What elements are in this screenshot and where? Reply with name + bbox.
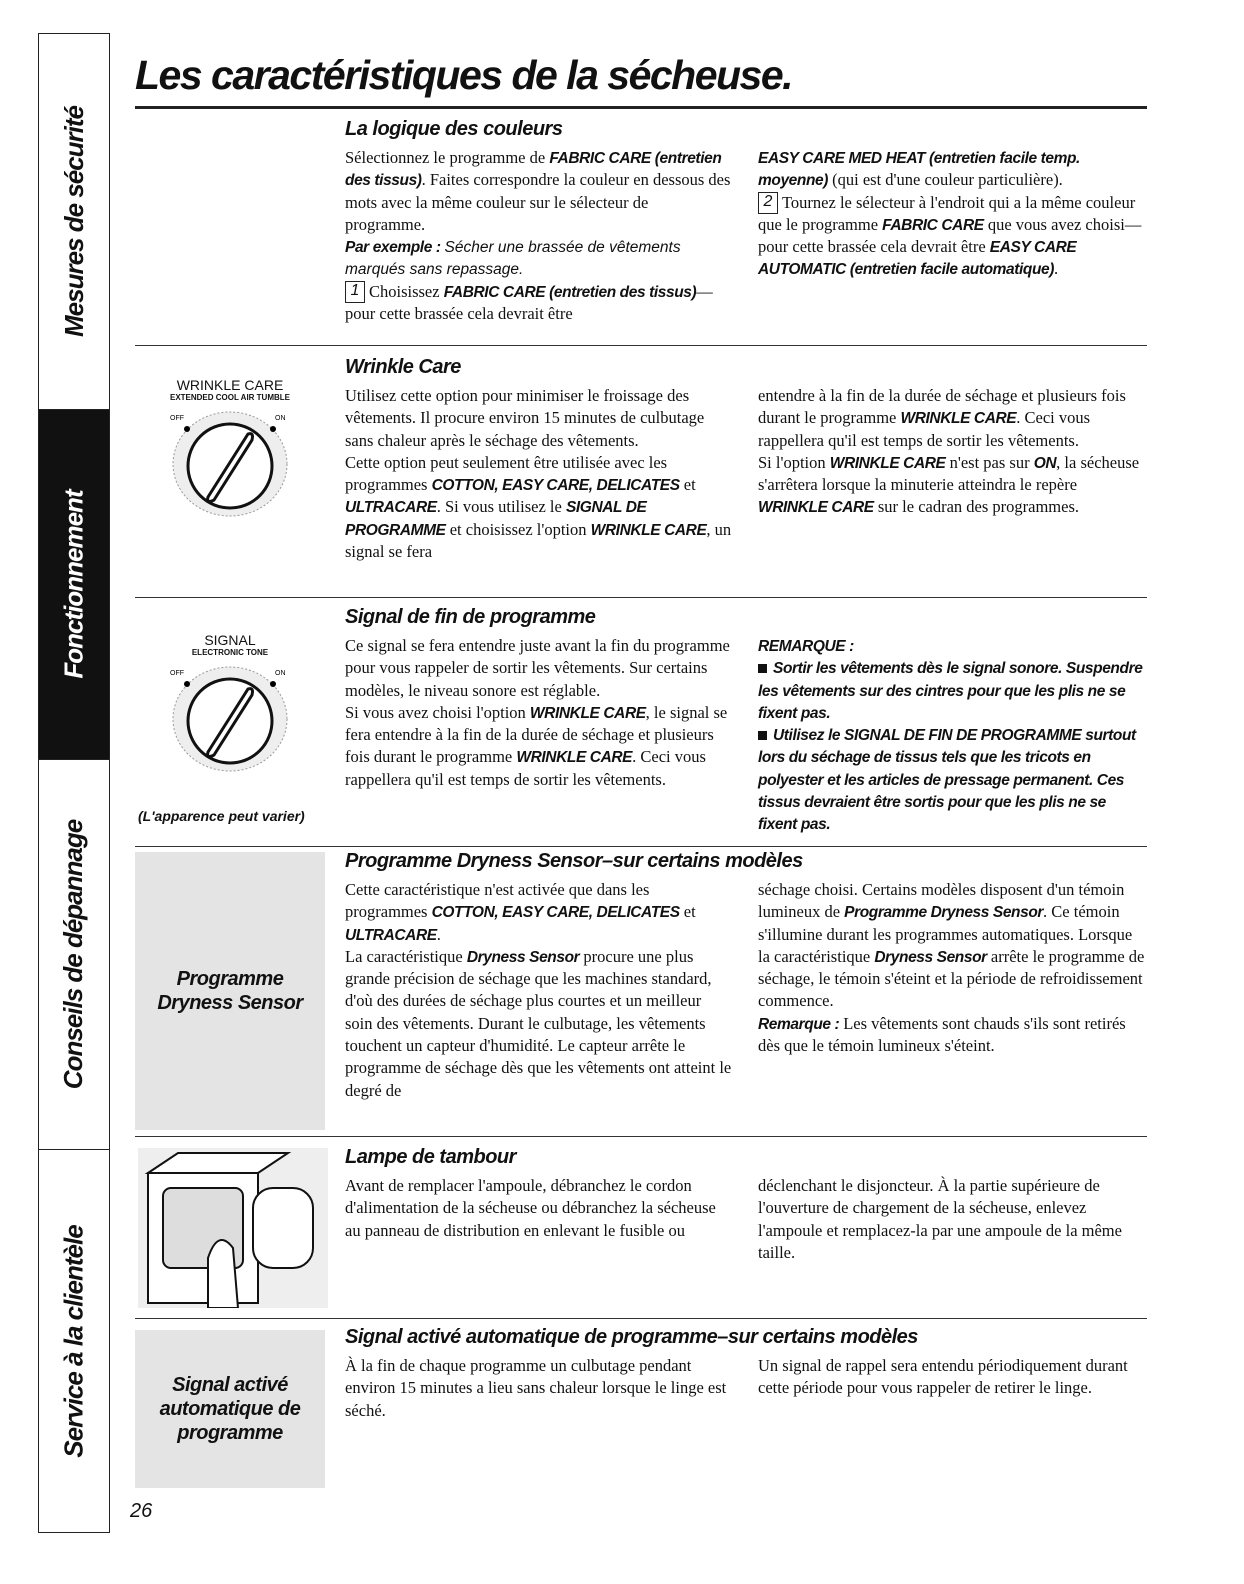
paragraph xyxy=(345,385,732,452)
text-column xyxy=(758,879,1145,1102)
body-text: Ce signal se fera entendre juste avant la fin du programme pour vous rappeler de sortir les vêtements. Sur certains modèles, le niveau sonore est réglable. xyxy=(345,636,730,700)
body-text: À la fin de chaque programme un culbutage pendant environ 15 minutes a lieu sans chaleur lorsque le linge est séché. xyxy=(345,1356,727,1420)
body-text: Tournez le sélecteur à l'endroit qui a la même couleur que le programme xyxy=(758,192,1136,234)
emphasis-text: COTTON, EASY CARE, DELICATES xyxy=(431,904,680,922)
paragraph xyxy=(345,702,732,791)
section-columns xyxy=(345,635,1145,836)
paragraph xyxy=(345,281,732,326)
wrinkle-care-dial xyxy=(140,377,320,522)
paragraph xyxy=(758,385,1145,452)
paragraph xyxy=(758,452,1145,519)
paragraph xyxy=(758,724,1145,835)
dial-on-label: ON xyxy=(275,670,286,677)
emphasis-text: Dryness Sensor xyxy=(466,948,580,966)
bullet-icon xyxy=(758,731,767,740)
tab-fonctionnement[interactable] xyxy=(39,410,109,760)
body-text: Un signal de rappel sera entendu périodiquement durant cette période pour vous rappeler de retirer le linge. xyxy=(758,1356,1128,1398)
body-text: sur le cadran des programmes. xyxy=(873,497,1080,517)
dryness-sensor-label-box xyxy=(135,852,325,1130)
paragraph xyxy=(345,452,732,563)
emphasis-text: Sortir les vêtements dès le signal sonore. Suspendre les vêtements sur des cintres pour que les plis ne se fixent pas. xyxy=(758,660,1143,722)
text-column xyxy=(758,385,1145,563)
emphasis-text: ULTRACARE xyxy=(345,499,437,517)
text-column xyxy=(345,385,732,563)
section-dryness-sensor xyxy=(345,850,1145,1102)
body-text: arrête le programme de séchage, le témoin s'éteint et la période de refroidissement commence. xyxy=(758,946,1145,1011)
body-text: Avant de remplacer l'ampoule, débranchez le cordon d'alimentation de la sécheuse ou débranchez la sécheuse au panneau de distribution en enlevant le fusible ou xyxy=(345,1176,716,1240)
dial-off-label: OFF xyxy=(170,670,184,677)
emphasis-text: FABRIC CARE (entretien des tissus) xyxy=(345,150,722,190)
emphasis-text: Par exemple : xyxy=(345,239,445,257)
divider xyxy=(135,846,1147,847)
emphasis-text: Remarque : xyxy=(758,1015,844,1033)
body-text: —pour cette brassée cela devrait être xyxy=(345,281,713,324)
divider xyxy=(135,106,1147,109)
text-column xyxy=(345,1175,732,1264)
text-column xyxy=(758,635,1145,836)
tab-label: Service à la clientèle xyxy=(58,1224,89,1458)
text-column xyxy=(345,879,732,1102)
body-text: et xyxy=(679,475,696,495)
body-text: et xyxy=(679,902,696,922)
section-heading: Wrinkle Care xyxy=(345,356,461,378)
body-text: La caractéristique xyxy=(345,946,467,966)
body-text: , le signal se fera entendre à la fin de la durée de séchage et plusieurs fois durant le programme xyxy=(345,702,728,767)
dial-off-label: OFF xyxy=(170,415,184,422)
emphasis-text: WRINKLE CARE xyxy=(529,704,646,722)
page-title: Les caractéristiques de la sécheuse. xyxy=(135,52,793,98)
emphasis-text: Dryness Sensor xyxy=(874,948,987,966)
emphasis-text: Utilisez le SIGNAL DE FIN DE PROGRAMME surtout lors du séchage de tissus tels que les tricots en polyester et les articles de pressage permanent. Ces tissus devraient être sortis pour que les plis ne se fixent pas. xyxy=(758,727,1136,834)
dial-label: SIGNAL xyxy=(204,632,256,648)
paragraph xyxy=(345,879,732,946)
paragraph xyxy=(758,1175,1145,1264)
body-text: . xyxy=(436,924,441,944)
paragraph xyxy=(345,946,732,1102)
paragraph xyxy=(758,879,1145,1013)
text-column xyxy=(758,147,1145,325)
body-text: . Ceci vous rappellera qu'il est temps de sortir les vêtements. xyxy=(345,747,706,789)
section-columns xyxy=(345,1175,1145,1264)
body-text: . Faites correspondre la couleur en dessous des mots avec la même couleur sur le sélecteur de programme. xyxy=(345,170,731,234)
paragraph xyxy=(758,1013,1145,1058)
body-text: déclenchant le disjoncteur. À la partie supérieure de l'ouverture de chargement de la sécheuse, enlevez l'ampoule et remplacez-la par une ampoule de la même taille. xyxy=(758,1176,1122,1262)
bullet-icon xyxy=(758,664,767,673)
body-text: Sécher une brassée de vêtements marqués sans repassage. xyxy=(345,239,681,279)
divider xyxy=(135,1136,1147,1137)
body-text: n'est pas sur xyxy=(945,452,1034,472)
section-columns xyxy=(345,879,1145,1102)
dial-on-label: ON xyxy=(275,415,286,422)
text-column xyxy=(345,635,732,836)
text-column xyxy=(758,1175,1145,1264)
body-text: . Ce témoin s'illumine durant les programmes automatiques. Lorsque la caractéristique xyxy=(758,902,1133,966)
emphasis-text: WRINKLE CARE xyxy=(900,410,1017,428)
tab-label: Conseils de dépannage xyxy=(58,819,89,1090)
body-text: Cette option peut seulement être utilisée avec les programmes xyxy=(345,452,668,495)
divider xyxy=(135,597,1147,598)
text-column xyxy=(345,1355,732,1422)
paragraph xyxy=(345,1175,732,1242)
body-text: procure une plus grande précision de séchage que les machines standard, d'où des durées de séchage plus courtes et un meilleur soin des vêtements. Durant le culbutage, les vêtements touchent un capteur d'humidité. Le capteur arrête le programme de séchage dès que les vêtements ont atteint le degré de xyxy=(345,946,732,1100)
paragraph xyxy=(345,635,732,702)
section-color-logic xyxy=(345,118,1145,325)
dial-sublabel: ELECTRONIC TONE xyxy=(191,648,269,657)
dryer-lamp-illustration-icon xyxy=(138,1148,328,1308)
paragraph xyxy=(758,635,1145,657)
emphasis-text: FABRIC CARE xyxy=(882,216,984,234)
paragraph xyxy=(758,657,1145,724)
step-number-icon: 2 xyxy=(758,192,778,214)
divider xyxy=(135,345,1147,346)
emphasis-text: EASY CARE MED HEAT (entretien facile temp. moyenne) xyxy=(758,150,1080,190)
paragraph xyxy=(345,1355,732,1422)
body-text: (qui est d'une couleur particulière). xyxy=(828,170,1063,190)
emphasis-text: WRINKLE CARE xyxy=(590,521,707,539)
paragraph xyxy=(345,147,732,236)
divider xyxy=(135,1318,1147,1319)
section-drum-lamp xyxy=(345,1146,1145,1264)
section-heading: Programme Dryness Sensor–sur certains modèles xyxy=(345,850,803,872)
auto-signal-label-box xyxy=(135,1330,325,1488)
emphasis-text: REMARQUE : xyxy=(758,638,854,655)
paragraph xyxy=(758,147,1145,192)
image-caption: (L'apparence peut varier) xyxy=(138,808,305,824)
body-text: Sélectionnez le programme de xyxy=(345,148,550,167)
emphasis-text: ON xyxy=(1033,454,1057,472)
section-heading: La logique des couleurs xyxy=(345,118,563,140)
side-label: Signal activé automatique de programme xyxy=(159,1374,301,1444)
body-text: Les vêtements sont chauds s'ils sont retirés dès que le témoin lumineux s'éteint. xyxy=(758,1013,1126,1056)
section-columns xyxy=(345,147,1145,325)
emphasis-text: FABRIC CARE (entretien des tissus) xyxy=(443,283,697,301)
body-text: Utilisez cette option pour minimiser le froissage des vêtements. Il procure environ 15 minutes de culbutage sans chaleur après le séchage des vêtements. xyxy=(345,386,705,450)
section-tabs xyxy=(38,33,110,1533)
body-text: Choisissez xyxy=(369,281,444,301)
section-auto-signal xyxy=(345,1326,1145,1422)
body-text: et choisissez l'option xyxy=(445,519,591,539)
emphasis-text: ULTRACARE xyxy=(345,926,437,944)
body-text: séchage choisi. Certains modèles disposent d'un témoin lumineux de xyxy=(758,880,1125,922)
page-number: 26 xyxy=(130,1500,153,1522)
emphasis-text: Programme Dryness Sensor xyxy=(844,904,1044,922)
emphasis-text: SIGNAL DE PROGRAMME xyxy=(345,499,647,539)
dial-sublabel: EXTENDED COOL AIR TUMBLE xyxy=(169,393,290,402)
body-text: Si l'option xyxy=(758,452,830,472)
section-end-signal xyxy=(345,606,1145,836)
tab-service-a-la-clientele[interactable] xyxy=(39,1150,109,1532)
emphasis-text: COTTON, EASY CARE, DELICATES xyxy=(431,477,680,495)
section-columns xyxy=(345,1355,1145,1422)
emphasis-text: WRINKLE CARE xyxy=(758,499,874,517)
text-column xyxy=(758,1355,1145,1422)
paragraph xyxy=(758,192,1145,281)
section-heading: Signal de fin de programme xyxy=(345,606,596,628)
emphasis-text: WRINKLE CARE xyxy=(829,454,946,472)
body-text: , un signal se fera xyxy=(345,519,732,562)
dial-knob-icon xyxy=(140,657,320,772)
section-heading: Lampe de tambour xyxy=(345,1146,516,1168)
emphasis-text: EASY CARE AUTOMATIC (entretien facile automatique) xyxy=(758,239,1077,279)
signal-dial xyxy=(140,632,320,777)
side-label: Programme Dryness Sensor xyxy=(157,968,303,1014)
body-text: entendre à la fin de la durée de séchage et plusieurs fois durant le programme xyxy=(758,386,1126,428)
body-text: , la sécheuse s'arrêtera lorsque la minuterie atteindra le repère xyxy=(758,452,1140,495)
tab-label: Mesures de sécurité xyxy=(58,105,89,338)
section-wrinkle-care xyxy=(345,356,1145,563)
body-text: Si vous avez choisi l'option xyxy=(345,702,530,722)
body-text: . xyxy=(1054,259,1059,279)
step-number-icon: 1 xyxy=(345,281,365,303)
body-text: Cette caractéristique n'est activée que dans les programmes xyxy=(345,880,650,922)
tab-mesures-de-securite[interactable] xyxy=(39,34,109,410)
section-heading: Signal activé automatique de programme–sur certains modèles xyxy=(345,1326,918,1348)
body-text: que vous avez choisi—pour cette brassée cela devrait être xyxy=(758,214,1142,257)
text-column xyxy=(345,147,732,325)
body-text: . Ceci vous rappellera qu'il est temps de sortir les vêtements. xyxy=(758,408,1091,450)
body-text: . Si vous utilisez le xyxy=(436,497,566,517)
paragraph xyxy=(345,236,732,281)
dial-label: WRINKLE CARE xyxy=(176,377,284,393)
tab-conseils-de-depannage[interactable] xyxy=(39,760,109,1150)
emphasis-text: WRINKLE CARE xyxy=(516,749,633,767)
tab-label: Fonctionnement xyxy=(58,490,89,679)
dial-knob-icon xyxy=(140,402,320,517)
paragraph xyxy=(758,1355,1145,1400)
section-columns xyxy=(345,385,1145,563)
